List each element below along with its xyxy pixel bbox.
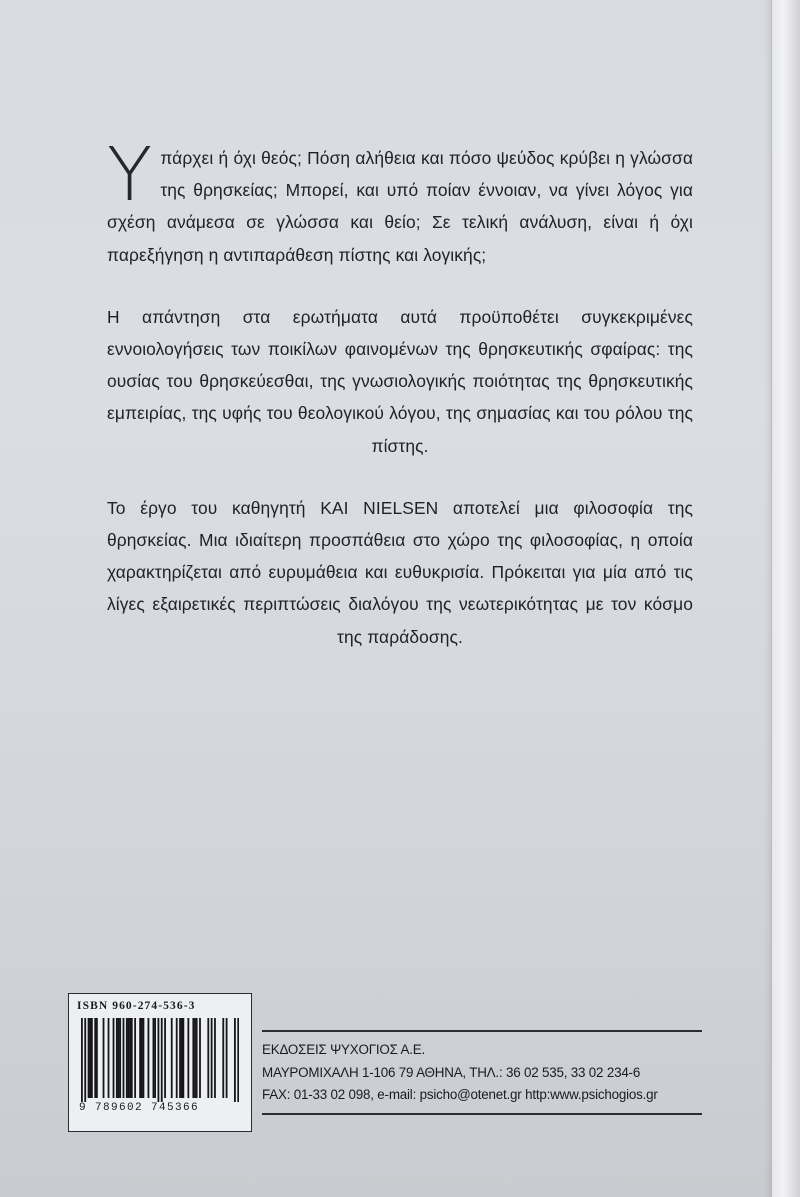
barcode-digits: 9 789602 745366 bbox=[79, 1102, 245, 1114]
barcode-bar bbox=[128, 1018, 130, 1098]
barcode-bar bbox=[139, 1018, 141, 1098]
barcode-bar bbox=[81, 1018, 83, 1104]
barcode-bar bbox=[154, 1018, 156, 1098]
barcode-bar bbox=[118, 1018, 120, 1098]
barcode-bar bbox=[194, 1018, 196, 1098]
barcode-bar bbox=[134, 1018, 136, 1098]
barcode-bar bbox=[181, 1018, 183, 1098]
paragraph-3 bbox=[107, 492, 693, 653]
barcode-bar bbox=[226, 1018, 228, 1098]
paragraph-2-text: Η απάντηση στα ερωτήματα αυτά προϋποθέτει συγκεκριμένες εννοιολογήσεις των ποικίλων φαινομένων της θρησκευτικής σφαίρας: της ουσίας του θρησκεύεσθαι, της γνωσιολογικής ποιότητας της θρησκευτικής εμπειρίας, της υφής του θεολογικού λόγου, της σημασίας και του ρόλου της πίστης. bbox=[107, 306, 693, 456]
barcode-bar bbox=[199, 1018, 201, 1098]
barcode-bar bbox=[161, 1018, 163, 1104]
barcode-bar bbox=[234, 1018, 236, 1104]
isbn-barcode bbox=[68, 993, 252, 1132]
barcode-bar bbox=[222, 1018, 224, 1098]
barcode-bar bbox=[153, 1018, 155, 1098]
barcode-bar bbox=[129, 1018, 131, 1098]
barcode-bar bbox=[113, 1018, 115, 1098]
isbn-number: ISBN 960-274-536-3 bbox=[77, 1000, 196, 1012]
barcode-bar bbox=[182, 1018, 184, 1098]
barcode-bar bbox=[211, 1018, 213, 1098]
barcode-bar bbox=[207, 1018, 209, 1098]
page-edge bbox=[771, 0, 800, 1197]
barcode-bar bbox=[158, 1018, 160, 1104]
paragraph-1 bbox=[107, 132, 693, 271]
barcode-bar bbox=[91, 1018, 93, 1098]
barcode-bar bbox=[96, 1018, 98, 1098]
barcode-bar bbox=[123, 1018, 125, 1098]
barcode-bar bbox=[192, 1018, 194, 1098]
publisher-info bbox=[262, 1039, 708, 1107]
barcode-bar bbox=[119, 1018, 121, 1098]
drop-cap: Υ bbox=[107, 132, 153, 218]
publisher-name: ΕΚΔΟΣΕΙΣ ΨΥΧΟΓΙΟΣ Α.Ε. bbox=[262, 1042, 426, 1057]
barcode-bar bbox=[84, 1018, 86, 1104]
barcode-bar bbox=[196, 1018, 198, 1098]
paragraph-3-text: Το έργο του καθηγητή ΚΑΙ NIELSEN αποτελεί μια φιλοσοφία της θρησκείας. Μια ιδιαίτερη προσπάθεια στο χώρο της φιλοσοφίας, η οποία χαρακτηρίζεται από ευρυμάθεια και ευθυκρισία. Πρόκειται για μία από τις λίγες εξαιρετικές περιπτώσεις διαλόγου της νεωτερικότητας με τον κόσμο της παράδοσης. bbox=[107, 497, 693, 647]
barcode-bar bbox=[88, 1018, 90, 1098]
barcode-bar bbox=[171, 1018, 173, 1098]
paragraph-1-text: πάρχει ή όχι θεός; Πόση αλήθεια και πόσο ψεύδος κρύβει η γλώσσα της θρησκείας; Μπορεί, και υπό ποίαν έννοιαν, να γίνει λόγος για σχέση ανάμεσα σε γλώσσα και θείο; Σε τελική ανάλυση, είναι ή όχι παρεξήγηση η αντιπαράθεση πίστης και λογικής; bbox=[107, 148, 693, 265]
description-text bbox=[107, 132, 693, 683]
barcode-bar bbox=[237, 1018, 239, 1104]
barcode-bar bbox=[214, 1018, 216, 1098]
barcode-bar bbox=[141, 1018, 143, 1098]
barcode-bar bbox=[176, 1018, 178, 1098]
barcode-bar bbox=[94, 1018, 96, 1098]
barcode-bar bbox=[108, 1018, 110, 1098]
publisher-contact: FAX: 01-33 02 098, e-mail: psicho@otenet.gr http:www.psichogios.gr bbox=[262, 1087, 658, 1102]
barcode-bar bbox=[143, 1018, 145, 1098]
paragraph-2 bbox=[107, 301, 693, 462]
publisher-address: ΜΑΥΡΟΜΙΧΑΛΗ 1-106 79 ΑΘΗΝΑ, ΤΗΛ.: 36 02 535, 33 02 234-6 bbox=[262, 1064, 641, 1080]
barcode-bar bbox=[103, 1018, 105, 1098]
barcode-bar bbox=[148, 1018, 150, 1098]
barcode-bar bbox=[187, 1018, 189, 1098]
barcode-bar bbox=[126, 1018, 128, 1098]
barcode-bar bbox=[116, 1018, 118, 1098]
barcode-bar bbox=[179, 1018, 181, 1098]
barcode-bar bbox=[131, 1018, 133, 1098]
barcode-bar bbox=[89, 1018, 91, 1098]
barcode-bars bbox=[81, 1018, 239, 1104]
publisher-top-rule bbox=[262, 1030, 702, 1032]
barcode-bar bbox=[164, 1018, 166, 1098]
publisher-bottom-rule bbox=[262, 1113, 702, 1115]
